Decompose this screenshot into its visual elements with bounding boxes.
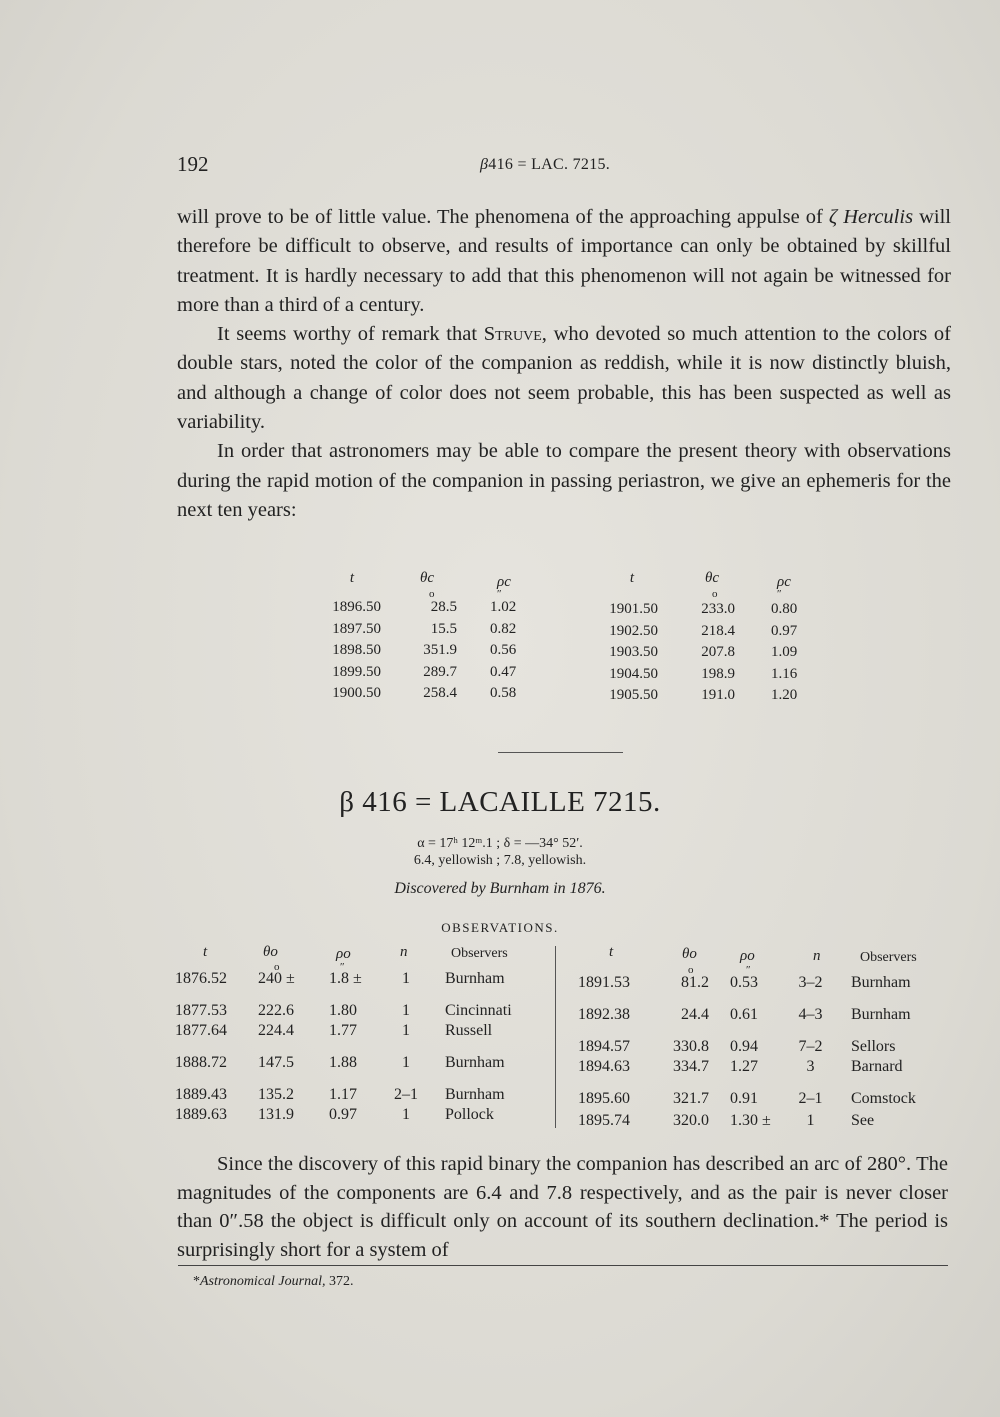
observation-rho-cell: 1.80 <box>329 1002 357 1019</box>
ephemeris-t-cell: 1899.50 <box>332 663 381 680</box>
observation-observer-cell: See <box>851 1112 875 1129</box>
ephemeris-theta-cell: 28.5 <box>430 599 457 615</box>
observation-rho-cell: 0.91 <box>730 1090 758 1107</box>
paragraph-1-part-b: will therefore be difficult to observe, and results of importance can only be obtained by skillful treatment. It is hardly necessary to add that this phenomenon will not again be witnessed for more than a third of a century. <box>177 206 951 316</box>
paragraph-1 <box>177 203 951 320</box>
ephemeris-t-cell: 1900.50 <box>332 685 381 701</box>
eph-header-theta-2: θc <box>705 570 720 586</box>
observations-title: OBSERVATIONS. <box>441 920 559 935</box>
obs-header-n-2: n <box>813 948 821 964</box>
running-head-text: 416 = LAC. 7215. <box>488 156 611 173</box>
observation-theta-cell: 222.6 <box>258 1002 294 1019</box>
ephemeris-t-cell: 1896.50 <box>332 599 381 615</box>
ephemeris-theta-cell: 191.0 <box>701 687 735 703</box>
magnitudes-line: 6.4, yellowish ; 7.8, yellowish. <box>413 853 587 868</box>
observation-n-cell: 4–3 <box>798 1006 823 1023</box>
obs-header-t-2: t <box>609 944 614 960</box>
observation-observer-cell: Burnham <box>445 970 505 987</box>
observation-t-cell: 1876.52 <box>175 970 227 987</box>
observation-n-cell: 1 <box>806 1112 815 1129</box>
body-text-bottom <box>177 1150 948 1264</box>
observation-t-cell: 1895.60 <box>578 1090 630 1107</box>
observation-theta-cell: 334.7 <box>673 1058 709 1075</box>
section-title: β 416 = LACAILLE 7215. <box>339 786 661 818</box>
observation-theta-cell: 330.8 <box>673 1038 709 1055</box>
observation-observer-cell: Comstock <box>851 1090 916 1107</box>
ephemeris-rho-cell: 0.56 <box>490 642 517 658</box>
discovery-line: Discovered by Burnham in 1876. <box>394 880 606 897</box>
obs-header-observers: Observers <box>451 946 508 961</box>
eph-deg-mark: o <box>429 588 435 600</box>
body-text-top <box>177 203 951 525</box>
eph-header-rho: ρc <box>497 574 511 590</box>
observation-n-cell: 1 <box>402 1022 410 1039</box>
observation-rho-cell: 1.8 ± <box>329 970 362 987</box>
ephemeris-t-cell: 1905.50 <box>609 687 658 703</box>
observation-t-cell: 1892.38 <box>578 1006 630 1023</box>
observation-rho-cell: 1.88 <box>329 1054 357 1071</box>
section-divider <box>498 752 623 753</box>
observation-t-cell: 1894.57 <box>578 1038 630 1055</box>
observation-t-cell: 1877.53 <box>175 1002 227 1019</box>
ephemeris-theta-cell: 233.0 <box>701 601 735 617</box>
observation-observer-cell: Burnham <box>445 1054 505 1071</box>
observation-observer-cell: Russell <box>445 1022 493 1039</box>
obs-sec-mark: ″ <box>340 961 345 973</box>
observation-theta-cell: 24.4 <box>681 1006 709 1023</box>
observation-rho-cell: 0.94 <box>730 1038 758 1055</box>
obs-header-n: n <box>400 944 408 960</box>
observation-n-cell: 1 <box>402 1002 410 1019</box>
paragraph-3: In order that astronomers may be able to compare the present theory with observations during the rapid motion of the companion in passing periastron, we give an ephemeris for the next ten years: <box>177 440 951 521</box>
ephemeris-rho-cell: 0.82 <box>490 620 517 637</box>
ephemeris-theta-cell: 351.9 <box>423 642 457 658</box>
ephemeris-rho-cell: 1.16 <box>771 665 798 682</box>
observation-t-cell: 1888.72 <box>175 1054 227 1071</box>
observation-rho-cell: 0.53 <box>730 974 758 991</box>
paragraph-4 <box>177 1150 948 1264</box>
observation-rho-cell: 1.27 <box>730 1058 758 1075</box>
observation-theta-cell: 131.9 <box>258 1106 294 1123</box>
obs-sec-mark-2: ″ <box>746 964 751 976</box>
paragraph-2 <box>177 320 951 437</box>
obs-header-rho-2: ρo <box>740 948 755 964</box>
observation-t-cell: 1889.63 <box>175 1106 227 1123</box>
running-head-beta: β <box>480 156 489 173</box>
footnote-rule <box>178 1265 948 1266</box>
paragraph-4-part-a: Since the discovery of this rapid binary the companion has described an arc of 280°. The magnitudes of the components are 6.4 and 7.8 respectively, and as the pair is never closer than 0″.58 the object is difficult only on account of its southern declination. <box>177 1153 948 1232</box>
obs-deg-mark-2: o <box>688 964 694 976</box>
observation-theta-cell: 224.4 <box>258 1022 294 1039</box>
eph-deg-mark-2: o <box>712 588 718 600</box>
obs-header-t: t <box>203 944 208 960</box>
observation-theta-cell: 81.2 <box>681 974 709 991</box>
struve-name: Struve <box>483 323 542 346</box>
eph-sec-mark-2: ″ <box>777 588 782 600</box>
footnote-mark: * <box>193 1274 200 1289</box>
running-head <box>480 156 610 174</box>
ephemeris-theta-cell: 289.7 <box>423 663 457 680</box>
observation-n-cell: 3 <box>806 1058 815 1075</box>
observations-right-rows <box>0 944 1000 1134</box>
ephemeris-rho-cell: 1.20 <box>771 687 798 703</box>
observation-t-cell: 1894.63 <box>578 1058 630 1075</box>
eph-header-theta: θc <box>420 570 435 586</box>
observation-n-cell: 1 <box>402 1054 410 1071</box>
observation-observer-cell: Barnard <box>851 1058 903 1075</box>
obs-header-theta-2: θo <box>682 946 697 962</box>
observation-observer-cell: Sellors <box>851 1038 896 1055</box>
ephemeris-t-cell: 1904.50 <box>609 665 658 682</box>
ephemeris-t-cell: 1898.50 <box>332 642 381 658</box>
observation-theta-cell: 320.0 <box>673 1112 709 1129</box>
ephemeris-t-cell: 1897.50 <box>332 620 381 637</box>
footnote <box>193 1274 353 1290</box>
obs-header-rho: ρo <box>336 946 351 962</box>
observation-t-cell: 1889.43 <box>175 1086 227 1103</box>
observations-table <box>0 944 1000 1134</box>
ephemeris-theta-cell: 15.5 <box>430 620 457 637</box>
ephemeris-rho-cell: 0.47 <box>490 663 517 680</box>
ephemeris-theta-cell: 198.9 <box>701 665 735 682</box>
ephemeris-rho-cell: 1.02 <box>490 599 517 615</box>
footnote-reference: * <box>819 1210 830 1232</box>
ephemeris-t-cell: 1903.50 <box>609 644 658 660</box>
page-number: 192 <box>177 152 209 176</box>
observation-theta-cell: 240 ± <box>258 970 295 987</box>
eph-header-t: t <box>349 570 354 586</box>
footnote-text: Astronomical Journal, <box>200 1274 329 1289</box>
observation-observer-cell: Cincinnati <box>445 1002 512 1019</box>
footnote-number: 372. <box>328 1274 354 1289</box>
observation-n-cell: 3–2 <box>798 974 823 991</box>
observation-rho-cell: 0.97 <box>329 1106 357 1123</box>
observation-t-cell: 1891.53 <box>578 974 630 991</box>
obs-header-theta: θo <box>263 944 278 960</box>
observation-n-cell: 2–1 <box>798 1090 823 1107</box>
ephemeris-theta-cell: 218.4 <box>701 622 735 639</box>
observation-n-cell: 7–2 <box>798 1038 823 1055</box>
observation-t-cell: 1877.64 <box>175 1022 227 1039</box>
obs-deg-mark: o <box>274 961 280 973</box>
observation-observer-cell: Burnham <box>851 974 911 991</box>
eph-header-rho-2: ρc <box>777 574 791 590</box>
ephemeris-rho-cell: 0.58 <box>490 685 517 701</box>
observation-n-cell: 2–1 <box>394 1086 418 1103</box>
observation-t-cell: 1895.74 <box>578 1112 630 1129</box>
ephemeris-theta-cell: 207.8 <box>701 644 735 660</box>
observation-rho-cell: 0.61 <box>730 1006 758 1023</box>
observation-theta-cell: 147.5 <box>258 1054 294 1071</box>
observation-rho-cell: 1.17 <box>329 1086 357 1103</box>
observation-n-cell: 1 <box>402 970 410 987</box>
observation-theta-cell: 135.2 <box>258 1086 294 1103</box>
zeta-herculis: ζ Herculis <box>828 206 914 228</box>
ephemeris-table <box>0 570 1000 710</box>
obs-header-observers-2: Observers <box>860 950 917 965</box>
observation-rho-cell: 1.30 ± <box>730 1112 771 1129</box>
ephemeris-theta-cell: 258.4 <box>423 685 457 701</box>
observation-theta-cell: 321.7 <box>673 1090 709 1107</box>
paragraph-1-part-a: will prove to be of little value. The phenomena of the approaching appulse of <box>177 206 829 228</box>
paragraph-2-part-a: It seems worthy of remark that <box>217 323 484 346</box>
observations-divider <box>555 946 556 1128</box>
ephemeris-t-cell: 1902.50 <box>609 622 658 639</box>
ephemeris-t-cell: 1901.50 <box>609 601 658 617</box>
eph-header-t-2: t <box>629 570 634 586</box>
ephemeris-rho-cell: 0.80 <box>771 601 798 617</box>
eph-sec-mark: ″ <box>497 588 502 600</box>
paragraph-4-part-b: The period is surprisingly short for a system of <box>177 1210 948 1261</box>
observation-observer-cell: Pollock <box>445 1106 494 1123</box>
observation-n-cell: 1 <box>402 1106 410 1123</box>
paragraph-2-part-b: , who devoted so much attention to the colors of double stars, noted the color of the companion as reddish, while it is now distinctly bluish, and although a change of color does not seem probable, this has been suspected as well as variability. <box>177 323 952 434</box>
observation-rho-cell: 1.77 <box>329 1022 357 1039</box>
observation-observer-cell: Burnham <box>445 1086 505 1103</box>
coordinates-line: α = 17ʰ 12ᵐ.1 ; δ = —34° 52′. <box>417 836 583 851</box>
ephemeris-rho-cell: 1.09 <box>771 644 798 660</box>
ephemeris-rho-cell: 0.97 <box>771 622 798 639</box>
observation-observer-cell: Burnham <box>851 1006 911 1023</box>
